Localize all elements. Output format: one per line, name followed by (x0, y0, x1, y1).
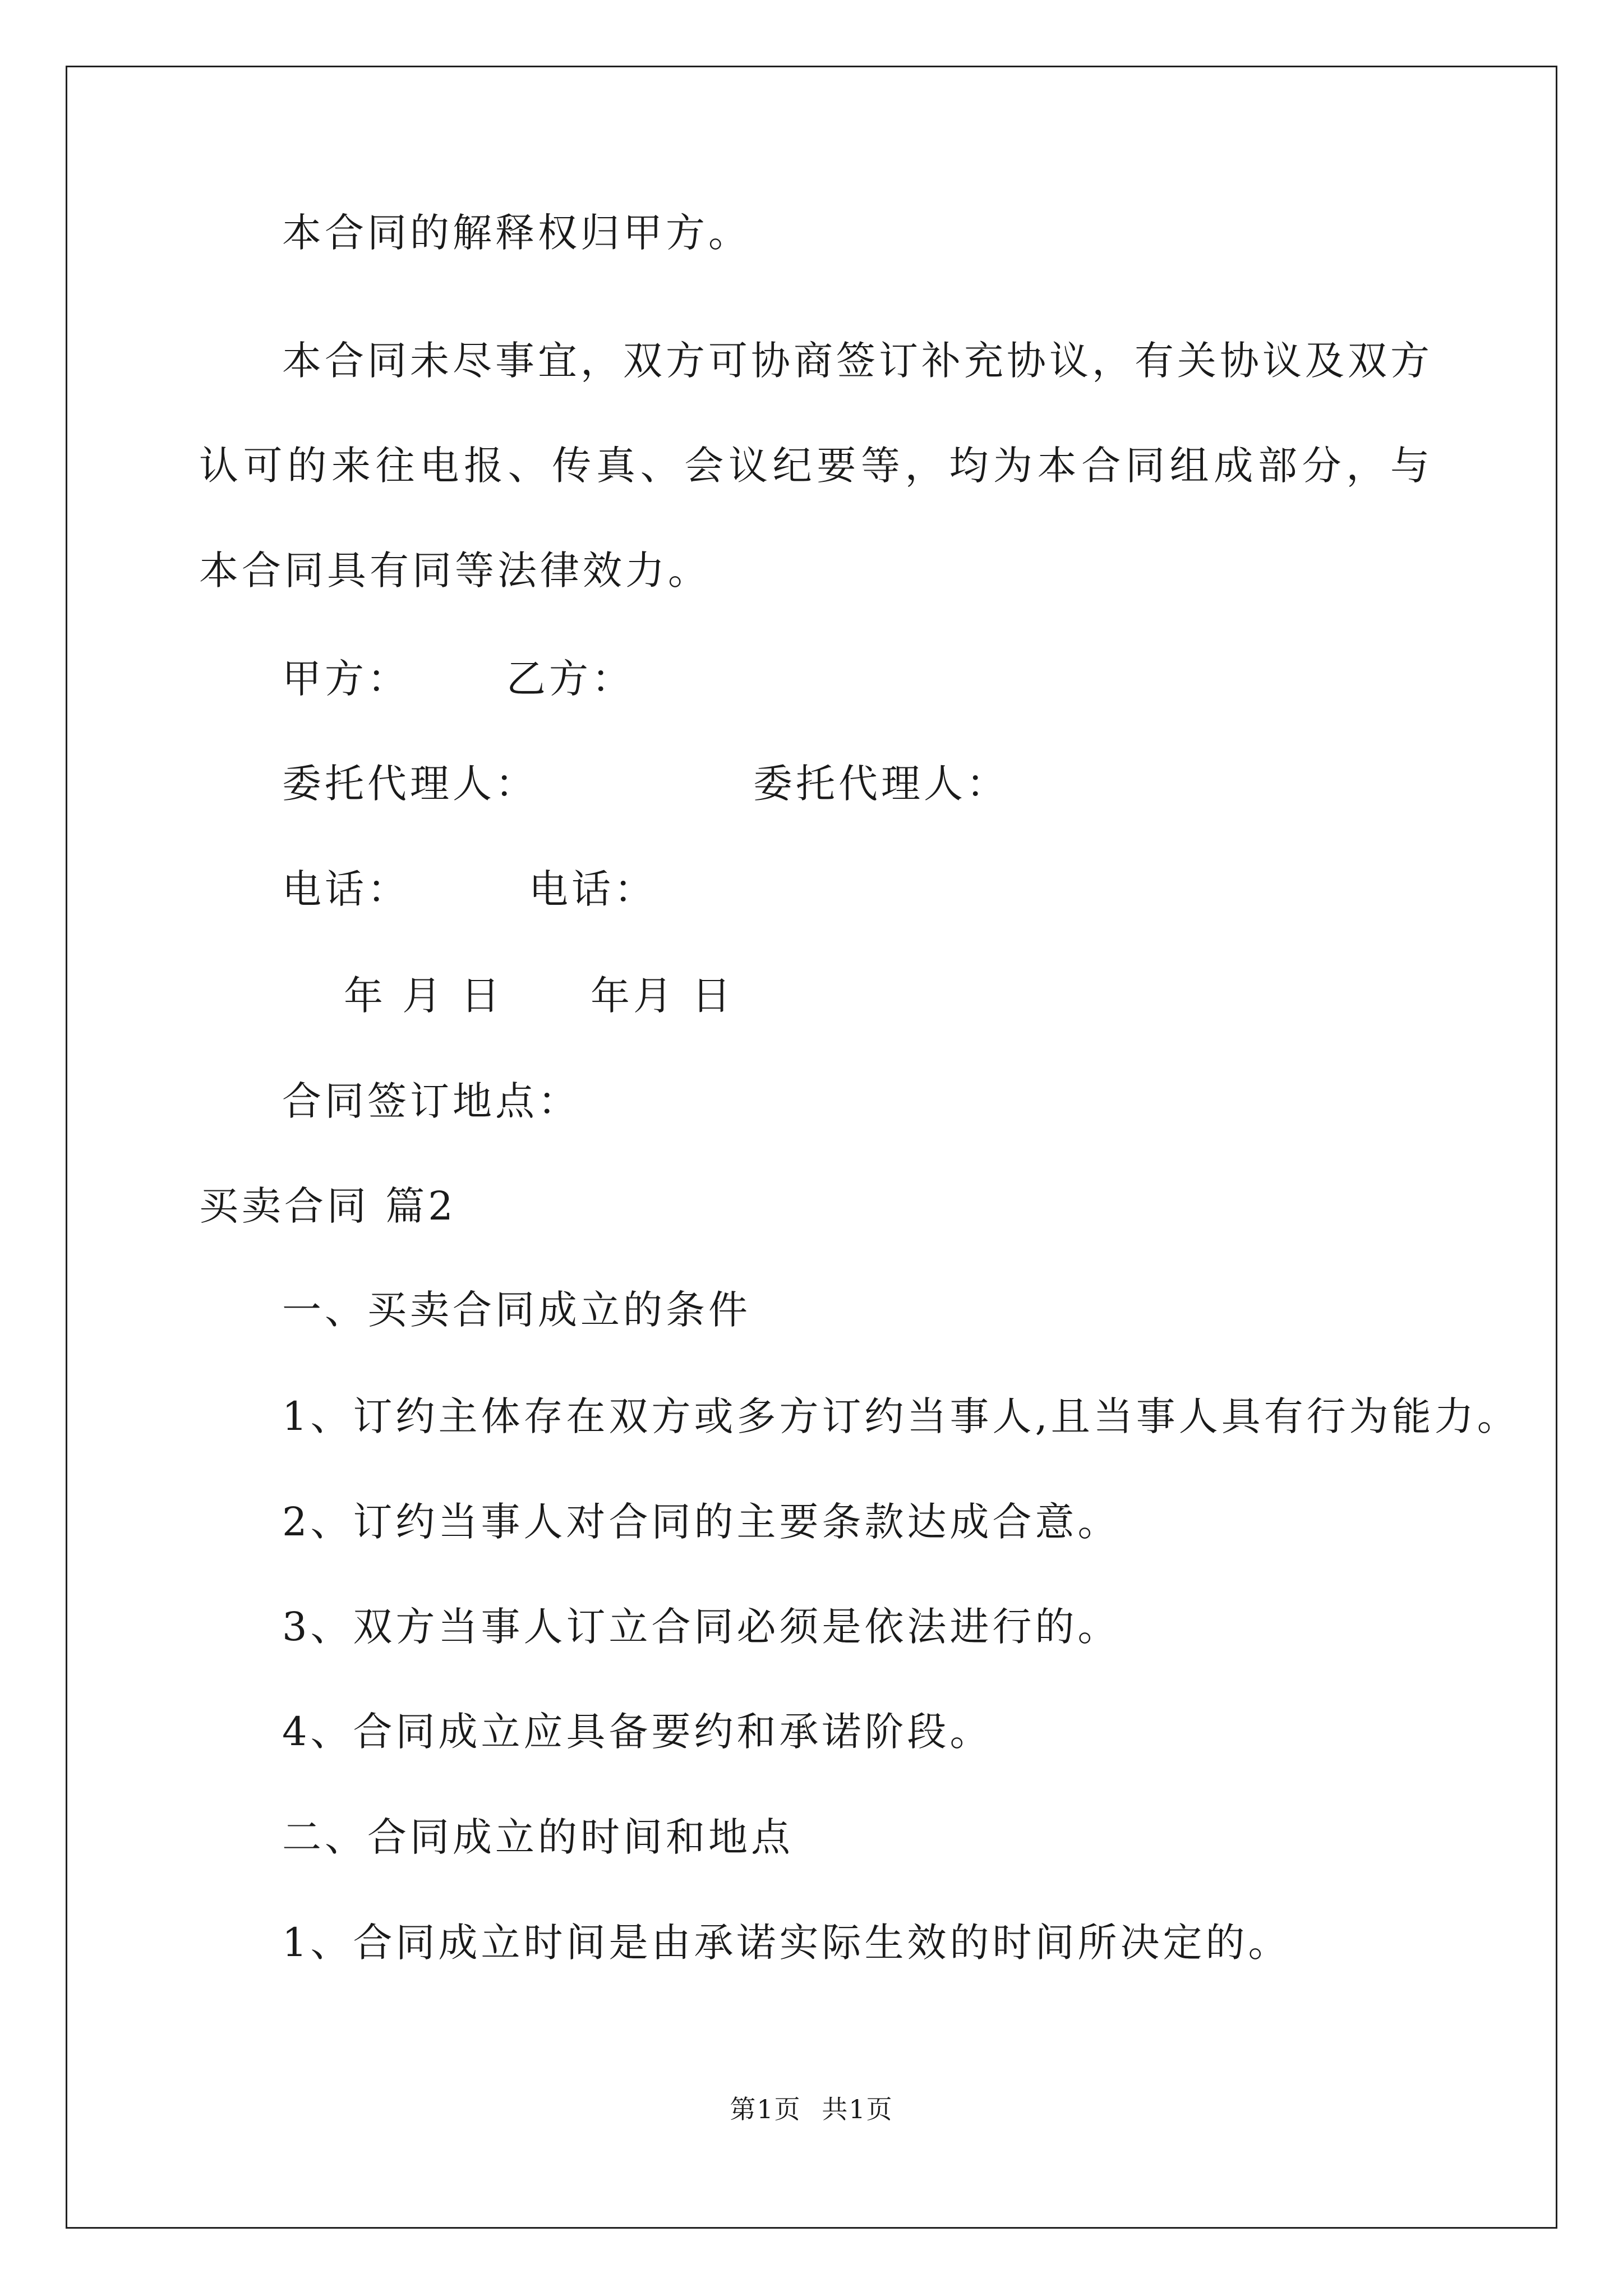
section-title: 买卖合同 篇2 (199, 1183, 457, 1229)
agent-b-label: 委托代理人： (753, 761, 1009, 807)
date-a: 年 月 日 (344, 973, 504, 1019)
page-footer (0, 2092, 1623, 2126)
party-a-label: 甲方： (282, 656, 410, 702)
date-b: 年月 日 (591, 973, 735, 1019)
phone-b-label: 电话： (529, 866, 657, 912)
condition-item-2: 2、订约当事人对合同的主要条款达成合意。 (282, 1499, 1121, 1545)
heading-time-place: 二、合同成立的时间和地点 (282, 1814, 794, 1860)
time-place-item-1: 1、合同成立时间是由承诺实际生效的时间所决定的。 (282, 1920, 1291, 1966)
heading-conditions: 一、买卖合同成立的条件 (282, 1287, 751, 1333)
condition-item-1: 1、订约主体存在双方或多方订约当事人,且当事人具有行为能力。 (282, 1393, 1520, 1439)
phone-a-label: 电话： (282, 866, 410, 912)
party-b-label: 乙方： (506, 656, 634, 702)
condition-item-3: 3、双方当事人订立合同必须是依法进行的。 (282, 1604, 1121, 1650)
page-number: 第1页 (730, 2094, 801, 2124)
interpretation-clause: 本合同的解释权归甲方。 (282, 210, 751, 256)
supplement-clause: 本合同未尽事宜，双方可协商签订补充协议，有关协议及双方认可的来往电报、传真、会议纪要等，均为本合同组成部分，与本合同具有同等法律效力。 (199, 338, 1433, 593)
total-pages: 共1页 (822, 2094, 893, 2124)
signing-place: 合同签订地点： (282, 1078, 580, 1124)
condition-item-4: 4、合同成立应具备要约和承诺阶段。 (282, 1709, 993, 1755)
agent-a-label: 委托代理人： (282, 761, 538, 807)
